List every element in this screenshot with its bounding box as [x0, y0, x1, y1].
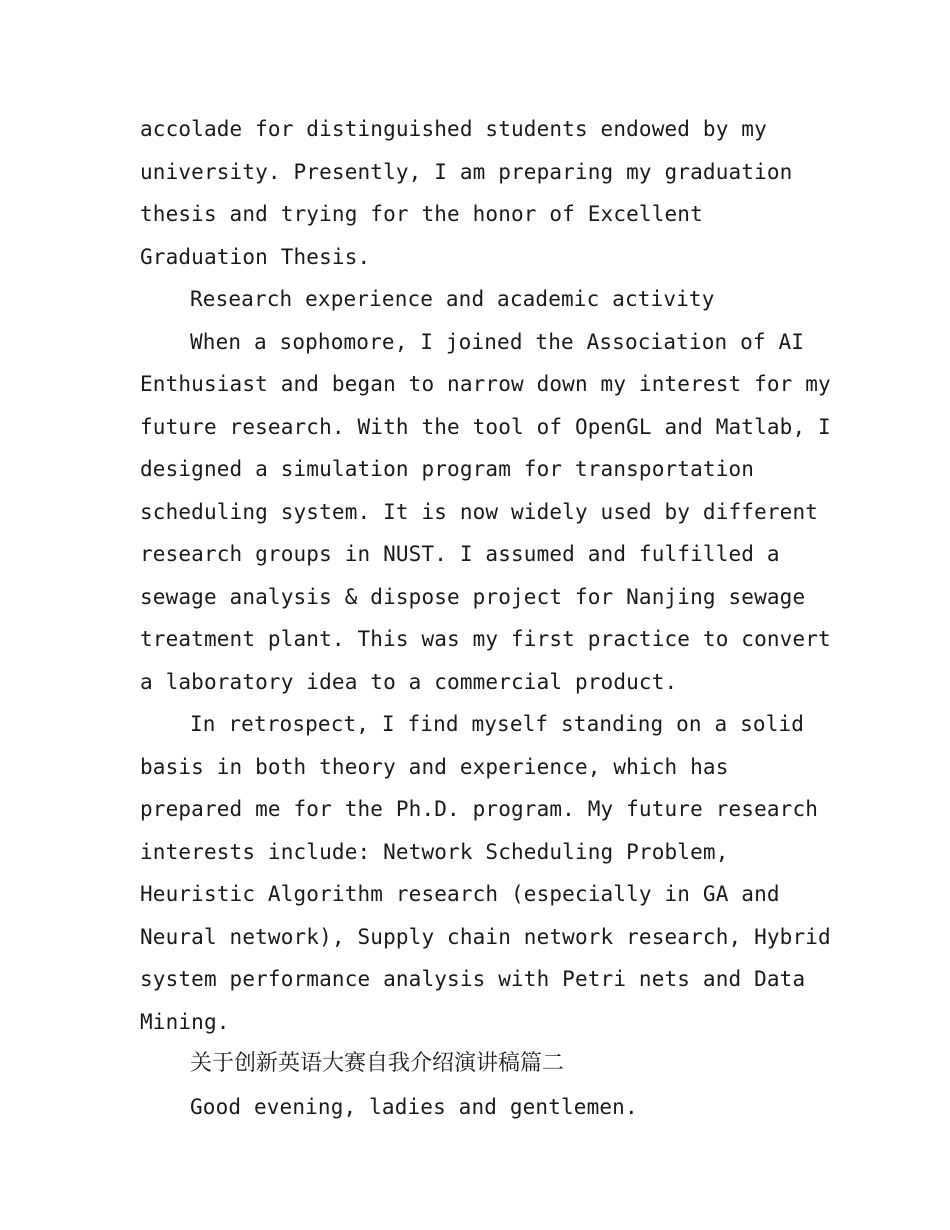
- text-line: Research experience and academic activity: [190, 287, 715, 311]
- text-line: future research. With the tool of OpenGL and Matlab, I: [140, 414, 831, 439]
- text-line: accolade for distinguished students endowed by my: [140, 117, 767, 141]
- text-line: sewage analysis & dispose project for Nanjing sewage: [140, 584, 806, 609]
- document-body: [140, 108, 830, 1128]
- text-line: designed a simulation program for transportation: [140, 457, 755, 481]
- text-line: research groups in NUST. I assumed and fulfilled a: [140, 542, 780, 566]
- text-line: 关于创新英语大赛自我介绍演讲稿篇二: [190, 1051, 565, 1076]
- text-line: Neural network), Supply chain network research, Hybrid: [140, 924, 831, 949]
- text-line: treatment plant. This was my first practice to convert: [140, 627, 831, 651]
- paragraph-accolade: [140, 108, 830, 278]
- paragraph-retrospect: [140, 703, 830, 1043]
- paragraph-greeting: [140, 1086, 830, 1129]
- text-line: prepared me for the Ph.D. program. My future research: [140, 797, 819, 821]
- text-line: When a sophomore, I joined the Association of AI: [190, 329, 805, 354]
- section-heading-chinese: [140, 1043, 830, 1086]
- text-line: Mining.: [140, 1009, 230, 1034]
- text-line: In retrospect, I find myself standing on a solid: [190, 712, 805, 736]
- text-line: a laboratory idea to a commercial product.: [140, 669, 678, 694]
- text-line: system performance analysis with Petri nets and Data: [140, 967, 806, 991]
- section-heading-research: [140, 278, 830, 321]
- text-line: scheduling system. It is now widely used by different: [140, 499, 819, 524]
- paragraph-research-experience: [140, 321, 830, 704]
- text-line: university. Presently, I am preparing my graduation: [140, 159, 793, 184]
- text-line: Heuristic Algorithm research (especially in GA and: [140, 882, 780, 906]
- text-line: Graduation Thesis.: [140, 244, 371, 269]
- text-line: thesis and trying for the honor of Excellent: [140, 202, 703, 226]
- text-line: basis in both theory and experience, which has: [140, 754, 729, 779]
- text-line: interests include: Network Scheduling Problem,: [140, 839, 729, 864]
- text-line: Good evening, ladies and gentlemen.: [190, 1094, 638, 1119]
- text-line: Enthusiast and began to narrow down my interest for my: [140, 372, 831, 396]
